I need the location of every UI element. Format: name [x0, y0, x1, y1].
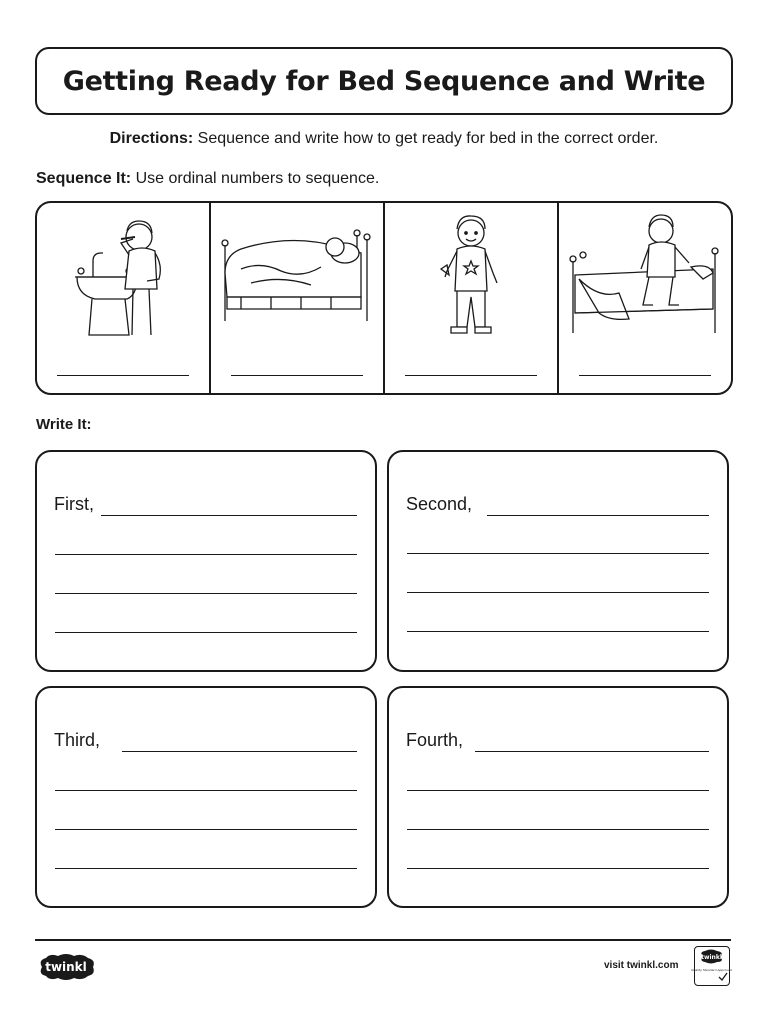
write-card-third: [35, 686, 377, 908]
sequence-panel-1: [37, 203, 211, 393]
write-line-third-4[interactable]: [55, 868, 357, 869]
sequence-blank-1[interactable]: [57, 375, 189, 376]
sequence-blank-4[interactable]: [579, 375, 711, 376]
directions-text: Sequence and write how to get ready for bed in the correct order.: [193, 130, 659, 147]
boy-in-pajamas-image: [385, 209, 555, 341]
write-line-fourth-3[interactable]: [407, 829, 709, 830]
visit-link[interactable]: visit twinkl.com: [604, 960, 679, 971]
brushing-teeth-image: [37, 209, 207, 341]
quality-badge-icon: [691, 947, 732, 984]
write-line-second-2[interactable]: [407, 553, 709, 554]
ordinal-fourth: Fourth,: [406, 730, 464, 750]
write-line-third-1[interactable]: [122, 751, 357, 752]
sequence-panel-4: [559, 203, 731, 393]
sequence-panel-3: [385, 203, 559, 393]
sequence-panels: [35, 201, 733, 395]
ordinal-third: Third,: [54, 730, 101, 750]
write-card-fourth: [387, 686, 729, 908]
write-line-first-2[interactable]: [55, 554, 357, 555]
write-line-fourth-2[interactable]: [407, 790, 709, 791]
sequence-blank-3[interactable]: [405, 375, 537, 376]
write-card-first: [35, 450, 377, 672]
twinkl-logo-text: twinkl: [45, 960, 87, 974]
footer-divider: [35, 939, 731, 941]
write-line-first-4[interactable]: [55, 632, 357, 633]
badge-brand-text: twinkl: [701, 954, 722, 961]
sequence-blank-2[interactable]: [231, 375, 363, 376]
sequence-label: Sequence It:: [36, 170, 132, 187]
write-line-second-4[interactable]: [407, 631, 709, 632]
write-card-second: [387, 450, 729, 672]
badge-text: Quality Standard Approved: [691, 968, 732, 972]
write-line-second-1[interactable]: [487, 515, 709, 516]
write-line-fourth-4[interactable]: [407, 868, 709, 869]
sequence-panel-2: [211, 203, 385, 393]
page-title: Getting Ready for Bed Sequence and Write: [62, 65, 706, 97]
getting-into-bed-image: [559, 209, 729, 341]
ordinal-second: Second,: [406, 494, 473, 514]
title-box: [35, 47, 733, 115]
sleeping-in-bed-image: [211, 209, 381, 341]
directions-label: Directions:: [109, 130, 194, 147]
quality-badge: [691, 946, 732, 986]
write-line-second-3[interactable]: [407, 592, 709, 593]
sequence-text: Use ordinal numbers to sequence.: [131, 170, 380, 187]
sequence-instructions: [36, 170, 379, 188]
write-line-fourth-1[interactable]: [475, 751, 709, 752]
directions: [0, 130, 768, 148]
twinkl-logo: [36, 952, 96, 982]
ordinal-first: First,: [54, 494, 94, 514]
write-line-third-2[interactable]: [55, 790, 357, 791]
write-line-first-1[interactable]: [101, 515, 357, 516]
write-line-third-3[interactable]: [55, 829, 357, 830]
write-line-first-3[interactable]: [55, 593, 357, 594]
write-it-label: Write It:: [36, 416, 92, 433]
